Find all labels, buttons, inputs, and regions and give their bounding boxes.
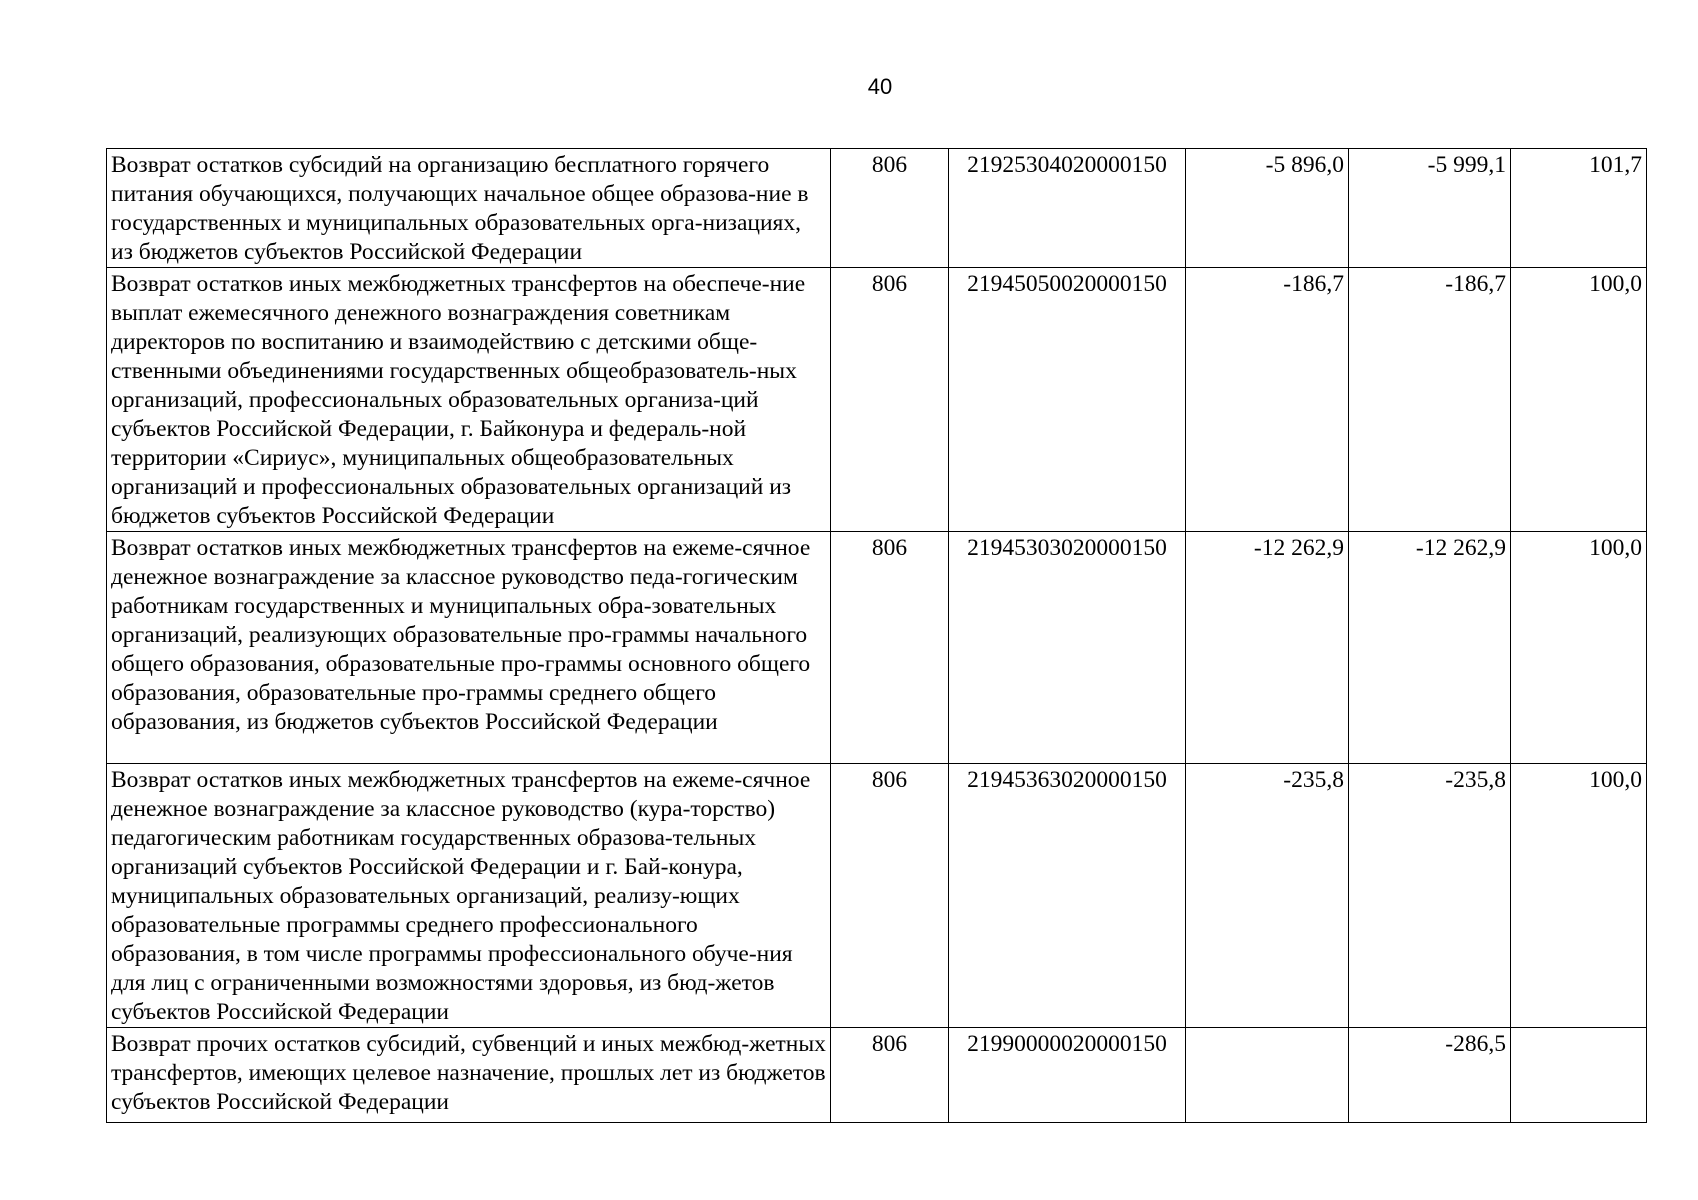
row-value-2: -235,8 [1349,764,1511,1028]
page-number: 40 [867,74,893,99]
row-budget-code: 21945363020000150 [949,764,1186,1028]
table-row [107,1028,1647,1123]
row-budget-code: 21945303020000150 [949,532,1186,764]
row-name: Возврат остатков иных межбюджетных трансфертов на ежеме-сячное денежное вознаграждение за классное руководство педа-гогическим работникам государственных и муниципальных обра-зовательных организаций, реализующих образовательные про-граммы начального общего образования, образовательные про-граммы основного общего образования, образовательные про-граммы среднего общего образования, из бюджетов субъектов Российской Федерации [107,532,831,764]
budget-table [106,148,1647,1123]
row-percent: 101,7 [1511,149,1647,268]
row-admin-code: 806 [831,149,949,268]
table-row [107,268,1647,532]
table-row [107,764,1647,1028]
row-name: Возврат остатков иных межбюджетных трансфертов на обеспече-ние выплат ежемесячного денежного вознаграждения советникам директоров по воспитанию и взаимодействию с детскими обще-ственными объединениями государственных общеобразователь-ных организаций, профессиональных образовательных организа-ций субъектов Российской Федерации, г. Байконура и федераль-ной территории «Сириус», муниципальных общеобразовательных организаций и профессиональных образовательных организаций из бюджетов субъектов Российской Федерации [107,268,831,532]
row-value-1: -235,8 [1186,764,1349,1028]
row-admin-code: 806 [831,532,949,764]
row-name: Возврат прочих остатков субсидий, субвенций и иных межбюд-жетных трансфертов, имеющих целевое назначение, прошлых лет из бюджетов субъектов Российской Федерации [107,1028,831,1123]
row-value-1: -5 896,0 [1186,149,1349,268]
row-budget-code: 21990000020000150 [949,1028,1186,1123]
table-row [107,532,1647,764]
row-value-2: -5 999,1 [1349,149,1511,268]
row-value-1: -12 262,9 [1186,532,1349,764]
row-value-2: -12 262,9 [1349,532,1511,764]
row-admin-code: 806 [831,1028,949,1123]
row-value-2: -186,7 [1349,268,1511,532]
row-name: Возврат остатков иных межбюджетных трансфертов на ежеме-сячное денежное вознаграждение за классное руководство (кура-торство) педагогическим работникам государственных образова-тельных организаций субъектов Российской Федерации и г. Бай-конура, муниципальных образовательных организаций, реализу-ющих образовательные программы среднего профессионального образования, в том числе программы профессионального обуче-ния для лиц с ограниченными возможностями здоровья, из бюд-жетов субъектов Российской Федерации [107,764,831,1028]
row-value-1 [1186,1028,1349,1123]
row-percent: 100,0 [1511,268,1647,532]
row-admin-code: 806 [831,268,949,532]
row-value-2: -286,5 [1349,1028,1511,1123]
row-admin-code: 806 [831,764,949,1028]
row-value-1: -186,7 [1186,268,1349,532]
row-percent: 100,0 [1511,764,1647,1028]
row-budget-code: 21945050020000150 [949,268,1186,532]
table-row [107,149,1647,268]
row-percent: 100,0 [1511,532,1647,764]
row-budget-code: 21925304020000150 [949,149,1186,268]
row-percent [1511,1028,1647,1123]
row-name: Возврат остатков субсидий на организацию бесплатного горячего питания обучающихся, получающих начальное общее образова-ние в государственных и муниципальных образовательных орга-низациях, из бюджетов субъектов Российской Федерации [107,149,831,268]
